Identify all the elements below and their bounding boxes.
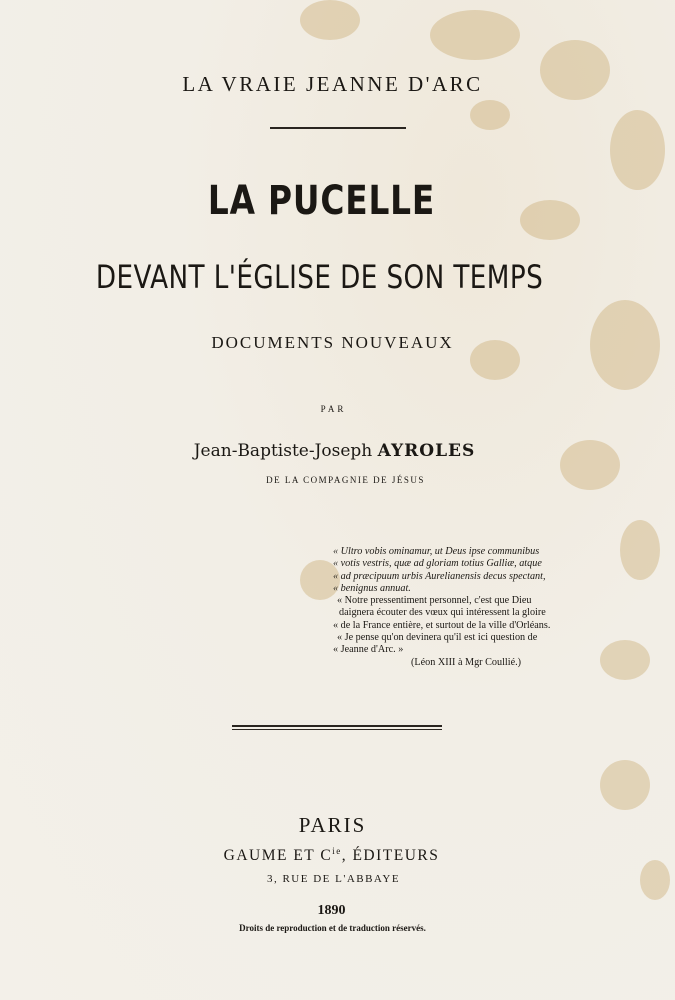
author-name: [0, 441, 672, 461]
epigraph-line: « Ultro vobis ominamur, ut Deus ipse communibus: [333, 546, 540, 557]
main-title-line2: DEVANT L'ÉGLISE DE SON TEMPS: [95, 258, 544, 296]
epigraph-line: « ad præcipuum urbis Aurelianensis decus spectant,: [333, 570, 546, 582]
epigraph-line: « votis vestris, quæ ad gloriam totius Galliæ, atque: [333, 558, 542, 570]
epigraph: [333, 546, 573, 669]
publication-year: 1890: [317, 903, 346, 918]
divider-rule: [232, 729, 442, 730]
foxing-stain: [300, 0, 360, 40]
publisher: [0, 846, 669, 865]
divider-rule: [232, 725, 442, 727]
author-affiliation: DE LA COMPAGNIE DE JÉSUS: [266, 475, 425, 485]
divider-rule: [270, 127, 406, 129]
foxing-stain: [430, 10, 520, 60]
rights-notice: Droits de reproduction et de traduction réservés.: [239, 923, 426, 933]
author-first-names: Jean-Baptiste-Joseph: [193, 441, 373, 461]
epigraph-source: (Léon XIII à Mgr Coullié.): [411, 656, 522, 668]
foxing-stain: [470, 100, 510, 130]
epigraph-line: « Jeanne d'Arc. »: [333, 644, 404, 656]
by-label: PAR: [320, 404, 347, 414]
author-surname: AYROLES: [377, 441, 476, 461]
publisher-address: 3, RUE DE L'ABBAYE: [266, 873, 401, 885]
epigraph-line: « Notre pressentiment personnel, c'est que Dieu: [337, 595, 532, 607]
foxing-stain: [610, 110, 665, 190]
epigraph-line: « de la France entière, et surtout de la ville d'Orléans.: [333, 619, 551, 631]
foxing-stain: [620, 520, 660, 580]
epigraph-line: « Je pense qu'on devinera qu'il est ici question de: [337, 632, 538, 644]
epigraph-line: « benignus annuat.: [333, 582, 411, 594]
main-title: LA PUCELLE: [207, 178, 436, 224]
subtitle: DOCUMENTS NOUVEAUX: [211, 333, 454, 352]
foxing-stain: [600, 640, 650, 680]
publisher-role: , ÉDITEURS: [341, 847, 440, 865]
epigraph-line: daignera écouter des vœux qui intéressent la gloire: [339, 607, 546, 619]
publisher-sup: ie: [332, 846, 342, 856]
publisher-name: GAUME ET C: [223, 847, 333, 865]
publication-city: PARIS: [298, 813, 367, 837]
series-title: LA VRAIE JEANNE D'ARC: [182, 72, 483, 96]
foxing-stain: [600, 760, 650, 810]
